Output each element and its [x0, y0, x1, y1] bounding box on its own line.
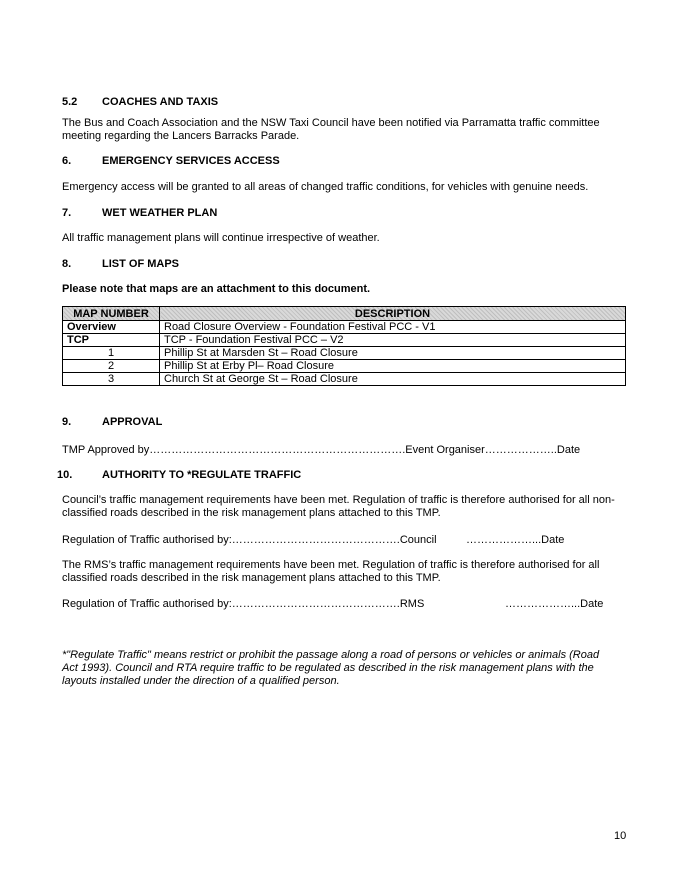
section-number: 5.2 — [62, 96, 78, 108]
section-heading-6 — [62, 155, 280, 167]
footnote-line: Act 1993). Council and RTA require traffic to be regulated as described in the risk management plans with the — [62, 662, 594, 674]
section-title: EMERGENCY SERVICES ACCESS — [102, 155, 280, 167]
map-number-cell: Overview — [63, 321, 160, 334]
section-title: AUTHORITY TO *REGULATE TRAFFIC — [102, 469, 302, 481]
map-number-cell: TCP — [63, 334, 160, 347]
paragraph-line: Council’s traffic management requirements have been met. Regulation of traffic is therefore authorised for all non- — [62, 494, 615, 506]
description-cell: Church St at George St – Road Closure — [160, 373, 626, 386]
table-row — [63, 334, 626, 347]
map-number-cell: 2 — [63, 360, 160, 373]
description-cell: TCP - Foundation Festival PCC – V2 — [160, 334, 626, 347]
rms-signature-line: Regulation of Traffic authorised by:……………………………………….RMS — [62, 598, 425, 610]
description-cell: Phillip St at Erby Pl– Road Closure — [160, 360, 626, 373]
table-row — [63, 347, 626, 360]
table-row — [63, 373, 626, 386]
section-heading-5-2 — [62, 96, 218, 108]
footnote-line: layouts installed under the direction of a qualified person. — [62, 675, 340, 687]
section-title: APPROVAL — [102, 416, 163, 428]
footnote-line: *"Regulate Traffic" means restrict or prohibit the passage along a road of persons or vehicles or animals (Road — [62, 649, 600, 661]
section-number: 10. — [57, 469, 73, 481]
map-number-cell: 3 — [63, 373, 160, 386]
rms-date-line: ………………...Date — [505, 598, 604, 610]
description-cell: Road Closure Overview - Foundation Festival PCC - V1 — [160, 321, 626, 334]
table-header-row — [63, 307, 626, 321]
section-heading-10 — [57, 469, 301, 481]
page-number: 10 — [614, 830, 627, 842]
paragraph-line: meeting regarding the Lancers Barracks Parade. — [62, 130, 300, 142]
section-title: WET WEATHER PLAN — [102, 207, 218, 219]
column-header-map-number: MAP NUMBER — [63, 307, 160, 321]
column-header-description: DESCRIPTION — [160, 307, 626, 321]
section-heading-7 — [62, 207, 217, 219]
description-cell: Phillip St at Marsden St – Road Closure — [160, 347, 626, 360]
section-title: LIST OF MAPS — [102, 258, 179, 270]
paragraph-line: Emergency access will be granted to all areas of changed traffic conditions, for vehicles with genuine needs. — [62, 181, 589, 193]
section-number: 8. — [62, 258, 72, 270]
section-heading-8 — [62, 258, 179, 270]
maps-table — [62, 306, 626, 386]
council-signature-line: Regulation of Traffic authorised by:……………………………………….Council — [62, 534, 437, 546]
section-number: 6. — [62, 155, 72, 167]
paragraph-line: classified roads described in the risk management plans attached to this TMP. — [62, 572, 441, 584]
map-number-cell: 1 — [63, 347, 160, 360]
paragraph-line: classified roads described in the risk management plans attached to this TMP. — [62, 507, 441, 519]
section-number: 9. — [62, 416, 72, 428]
table-row — [63, 360, 626, 373]
approval-signature-line: TMP Approved by…………………………………………………………….Event Organiser………………..Date — [62, 444, 581, 456]
table-row — [63, 321, 626, 334]
section-title: COACHES AND TAXIS — [102, 96, 219, 108]
paragraph-line: The RMS’s traffic management requirements have been met. Regulation of traffic is therefore authorised for all — [62, 559, 600, 571]
maps-note: Please note that maps are an attachment to this document. — [62, 283, 371, 295]
section-number: 7. — [62, 207, 72, 219]
paragraph-line: The Bus and Coach Association and the NSW Taxi Council have been notified via Parramatta traffic committee — [62, 117, 600, 129]
paragraph-line: All traffic management plans will continue irrespective of weather. — [62, 232, 380, 244]
council-date-line: ………………...Date — [466, 534, 565, 546]
section-heading-9 — [62, 416, 162, 428]
